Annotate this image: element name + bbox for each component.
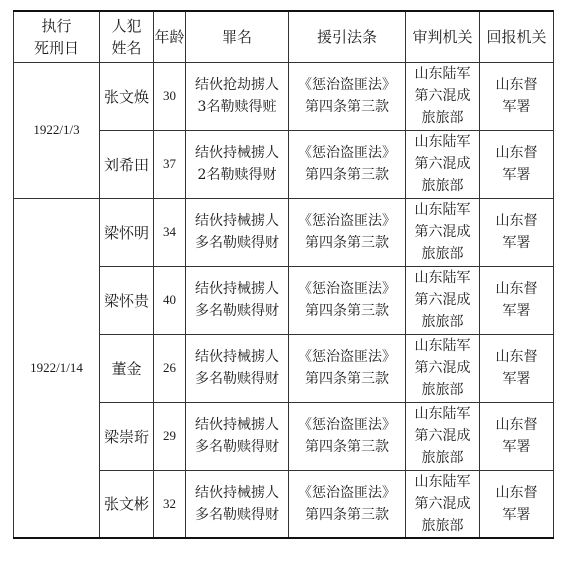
report-cell [480,402,554,470]
report-text: 山东督 [495,213,538,229]
crime-cell [186,470,289,538]
law-text: 第四条第三款 [305,303,389,319]
report-text: 山东督 [495,417,538,433]
report-text: 山东督 [495,145,538,161]
court-cell [406,266,480,334]
table-row [14,62,554,130]
court-cell [406,130,480,198]
convict-name-cell: 张文焕 [100,62,154,130]
court-text: 第六混成 [414,495,471,512]
court-text: 山东陆军 [414,134,471,150]
court-text: 山东陆军 [414,473,471,490]
crime-text: 结伙抢劫掳人 [195,77,279,93]
header-text: 执行 [41,16,72,35]
court-cell [406,198,480,266]
crime-text: 多名勒赎得财 [195,439,279,455]
report-cell [480,62,554,130]
age-cell: 32 [154,470,186,538]
law-cell [289,470,406,538]
law-text: 第四条第三款 [305,235,389,251]
report-cell [480,198,554,266]
convict-name-cell: 梁怀明 [100,198,154,266]
law-text: 《惩治盗匪法》 [298,281,396,297]
header-text: 姓名 [111,38,142,57]
header-execution-date [14,11,100,62]
age-cell: 29 [154,402,186,470]
crime-text: 结伙持械掳人 [195,281,279,297]
crime-text: 2名勒赎得财 [197,167,277,183]
crime-cell [186,130,289,198]
court-text: 旅旅部 [421,517,464,534]
court-cell [406,62,480,130]
age-cell: 26 [154,334,186,402]
crime-text: 多名勒赎得财 [195,235,279,251]
table-row [14,198,554,266]
crime-text: 结伙持械掳人 [195,145,279,161]
report-text: 山东督 [495,281,538,297]
crime-text: 结伙持械掳人 [195,349,279,365]
age-cell: 34 [154,198,186,266]
header-row [14,11,554,62]
law-text: 第四条第三款 [305,371,389,387]
crime-text: 结伙持械掳人 [195,417,279,433]
law-text: 《惩治盗匪法》 [298,77,396,93]
court-cell [406,402,480,470]
law-text: 《惩治盗匪法》 [298,213,396,229]
law-cell [289,198,406,266]
report-text: 山东督 [495,484,538,501]
court-text: 山东陆军 [414,270,471,286]
age-cell: 37 [154,130,186,198]
execution-date-cell: 1922/1/3 [14,62,100,198]
court-cell [406,470,480,538]
court-text: 旅旅部 [421,382,464,398]
court-text: 第六混成 [414,224,471,240]
convict-name-cell: 张文彬 [100,470,154,538]
report-text: 军署 [502,235,531,251]
law-text: 《惩治盗匪法》 [298,349,396,365]
law-text: 《惩治盗匪法》 [298,484,396,501]
crime-cell [186,334,289,402]
court-text: 旅旅部 [421,314,464,330]
header-crime: 罪名 [186,11,289,62]
law-text: 《惩治盗匪法》 [298,145,396,161]
crime-text: 结伙持械掳人 [195,213,279,229]
age-cell: 30 [154,62,186,130]
court-text: 第六混成 [414,428,471,444]
court-text: 旅旅部 [421,178,464,194]
header-age: 年龄 [154,11,186,62]
court-text: 第六混成 [414,156,471,172]
report-text: 军署 [502,506,531,523]
header-report: 回报机关 [480,11,554,62]
header-text: 人犯 [111,16,142,35]
law-text: 第四条第三款 [305,506,389,523]
report-text: 军署 [502,371,531,387]
header-law: 援引法条 [289,11,406,62]
report-cell [480,334,554,402]
crime-cell [186,62,289,130]
law-cell [289,334,406,402]
report-text: 军署 [502,303,531,319]
law-cell [289,130,406,198]
court-text: 山东陆军 [414,66,471,82]
crime-text: 多名勒赎得财 [195,303,279,319]
report-text: 山东督 [495,349,538,365]
court-cell [406,334,480,402]
court-text: 山东陆军 [414,338,471,354]
execution-record-table [13,10,554,539]
convict-name-cell: 梁崇珩 [100,402,154,470]
report-text: 军署 [502,439,531,455]
court-text: 山东陆军 [414,406,471,422]
crime-text: 结伙持械掳人 [195,484,279,501]
law-text: 第四条第三款 [305,439,389,455]
law-cell [289,266,406,334]
law-text: 《惩治盗匪法》 [298,417,396,433]
crime-text: 3名勒赎得赃 [197,99,277,115]
crime-text: 多名勒赎得财 [195,506,279,523]
court-text: 第六混成 [414,292,471,308]
report-text: 军署 [502,167,531,183]
crime-cell [186,198,289,266]
court-text: 第六混成 [414,360,471,376]
law-text: 第四条第三款 [305,99,389,115]
crime-text: 多名勒赎得财 [195,371,279,387]
law-cell [289,402,406,470]
crime-cell [186,402,289,470]
report-text: 军署 [502,99,531,115]
execution-date-cell: 1922/1/14 [14,198,100,538]
report-cell [480,130,554,198]
convict-name-cell: 董金 [100,334,154,402]
header-convict-name [100,11,154,62]
header-text: 死刑日 [33,38,79,57]
court-text: 旅旅部 [421,110,464,126]
court-text: 山东陆军 [414,202,471,218]
law-text: 第四条第三款 [305,167,389,183]
convict-name-cell: 刘希田 [100,130,154,198]
convict-name-cell: 梁怀贵 [100,266,154,334]
court-text: 第六混成 [414,88,471,104]
crime-cell [186,266,289,334]
report-text: 山东督 [495,77,538,93]
court-text: 旅旅部 [421,450,464,466]
report-cell [480,470,554,538]
age-cell: 40 [154,266,186,334]
court-text: 旅旅部 [421,246,464,262]
report-cell [480,266,554,334]
law-cell [289,62,406,130]
header-court: 审判机关 [406,11,480,62]
